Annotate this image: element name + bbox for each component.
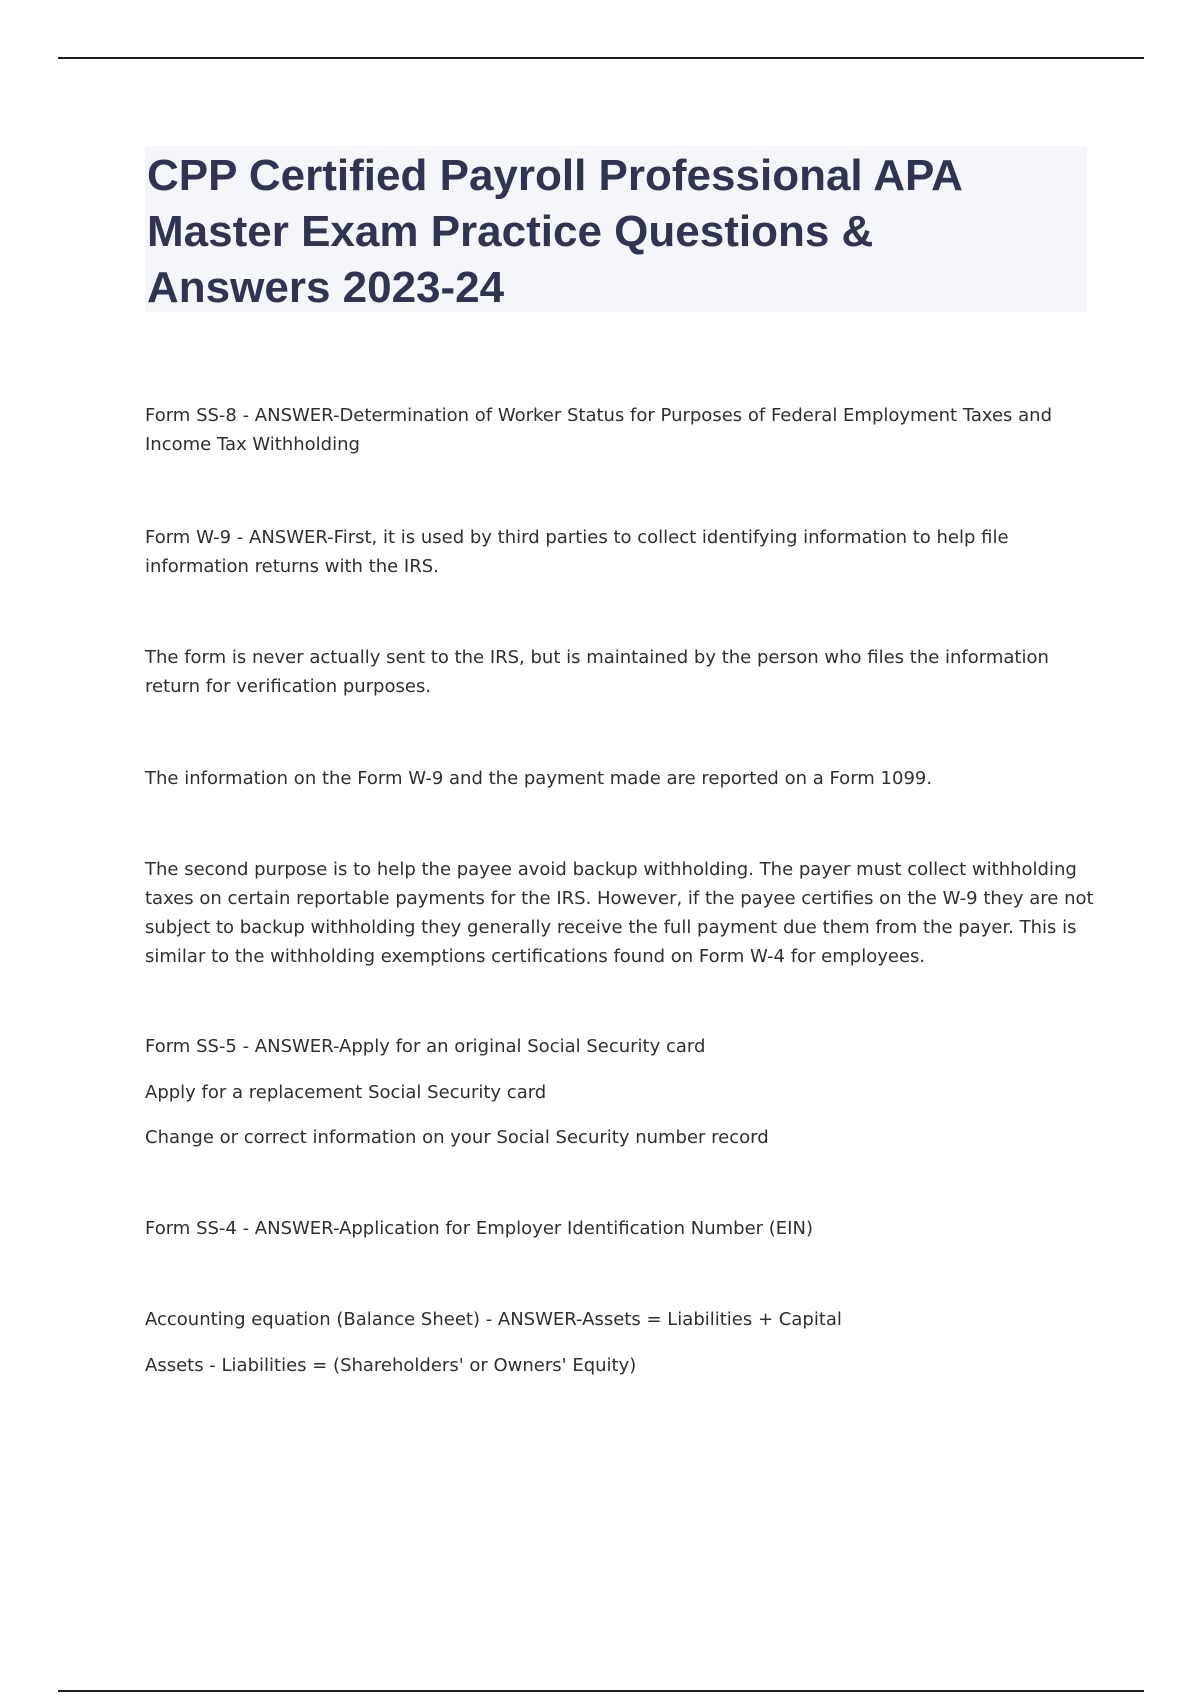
text-line: similar to the withholding exemptions certifications found on Form W-4 for employees.	[145, 946, 926, 967]
text-line: Form SS-5 - ANSWER-Apply for an original Social Security card	[145, 1036, 706, 1057]
title-line-3: Answers 2023-24	[147, 263, 505, 312]
bottom-divider	[58, 1690, 1144, 1692]
paragraph-ss5-change	[145, 1123, 1090, 1152]
text-line: taxes on certain reportable payments for the IRS. However, if the payee certifies on the W-9 they are not	[145, 888, 1094, 909]
title-line-2: Master Exam Practice Questions &	[147, 207, 874, 256]
text-line: return for verification purposes.	[145, 676, 432, 697]
text-line: Income Tax Withholding	[145, 434, 360, 455]
paragraph-ss5-replacement	[145, 1078, 1090, 1107]
text-line: information returns with the IRS.	[145, 556, 439, 577]
text-line: Assets - Liabilities = (Shareholders' or Owners' Equity)	[145, 1355, 637, 1376]
text-line: Accounting equation (Balance Sheet) - ANSWER-Assets = Liabilities + Capital	[145, 1309, 842, 1330]
paragraph-form-ss4	[145, 1214, 1090, 1243]
paragraph-form-ss8	[145, 401, 1090, 459]
paragraph-w9-verification	[145, 643, 1090, 701]
text-line: The second purpose is to help the payee avoid backup withholding. The payer must collect withholding	[145, 859, 1077, 880]
paragraph-w9-backup-withholding	[145, 855, 1094, 971]
paragraph-form-ss5	[145, 1032, 1090, 1061]
title-line-1: CPP Certified Payroll Professional APA	[147, 151, 963, 200]
text-line: The form is never actually sent to the IRS, but is maintained by the person who files the information	[145, 647, 1049, 668]
paragraph-form-w9	[145, 523, 1090, 581]
text-line: The information on the Form W-9 and the payment made are reported on a Form 1099.	[145, 768, 933, 789]
paragraph-w9-1099	[145, 764, 1090, 793]
text-line: Form SS-8 - ANSWER-Determination of Worker Status for Purposes of Federal Employment Taxes and	[145, 405, 1053, 426]
paragraph-owners-equity	[145, 1351, 1090, 1380]
text-line: Change or correct information on your Social Security number record	[145, 1127, 769, 1148]
document-title	[145, 146, 1087, 312]
text-line: Form W-9 - ANSWER-First, it is used by third parties to collect identifying information to help file	[145, 527, 1009, 548]
text-line: subject to backup withholding they generally receive the full payment due them from the payer. This is	[145, 917, 1077, 938]
text-line: Apply for a replacement Social Security card	[145, 1082, 547, 1103]
top-divider	[58, 57, 1144, 59]
paragraph-accounting-equation	[145, 1305, 1090, 1334]
text-line: Form SS-4 - ANSWER-Application for Employer Identification Number (EIN)	[145, 1218, 813, 1239]
